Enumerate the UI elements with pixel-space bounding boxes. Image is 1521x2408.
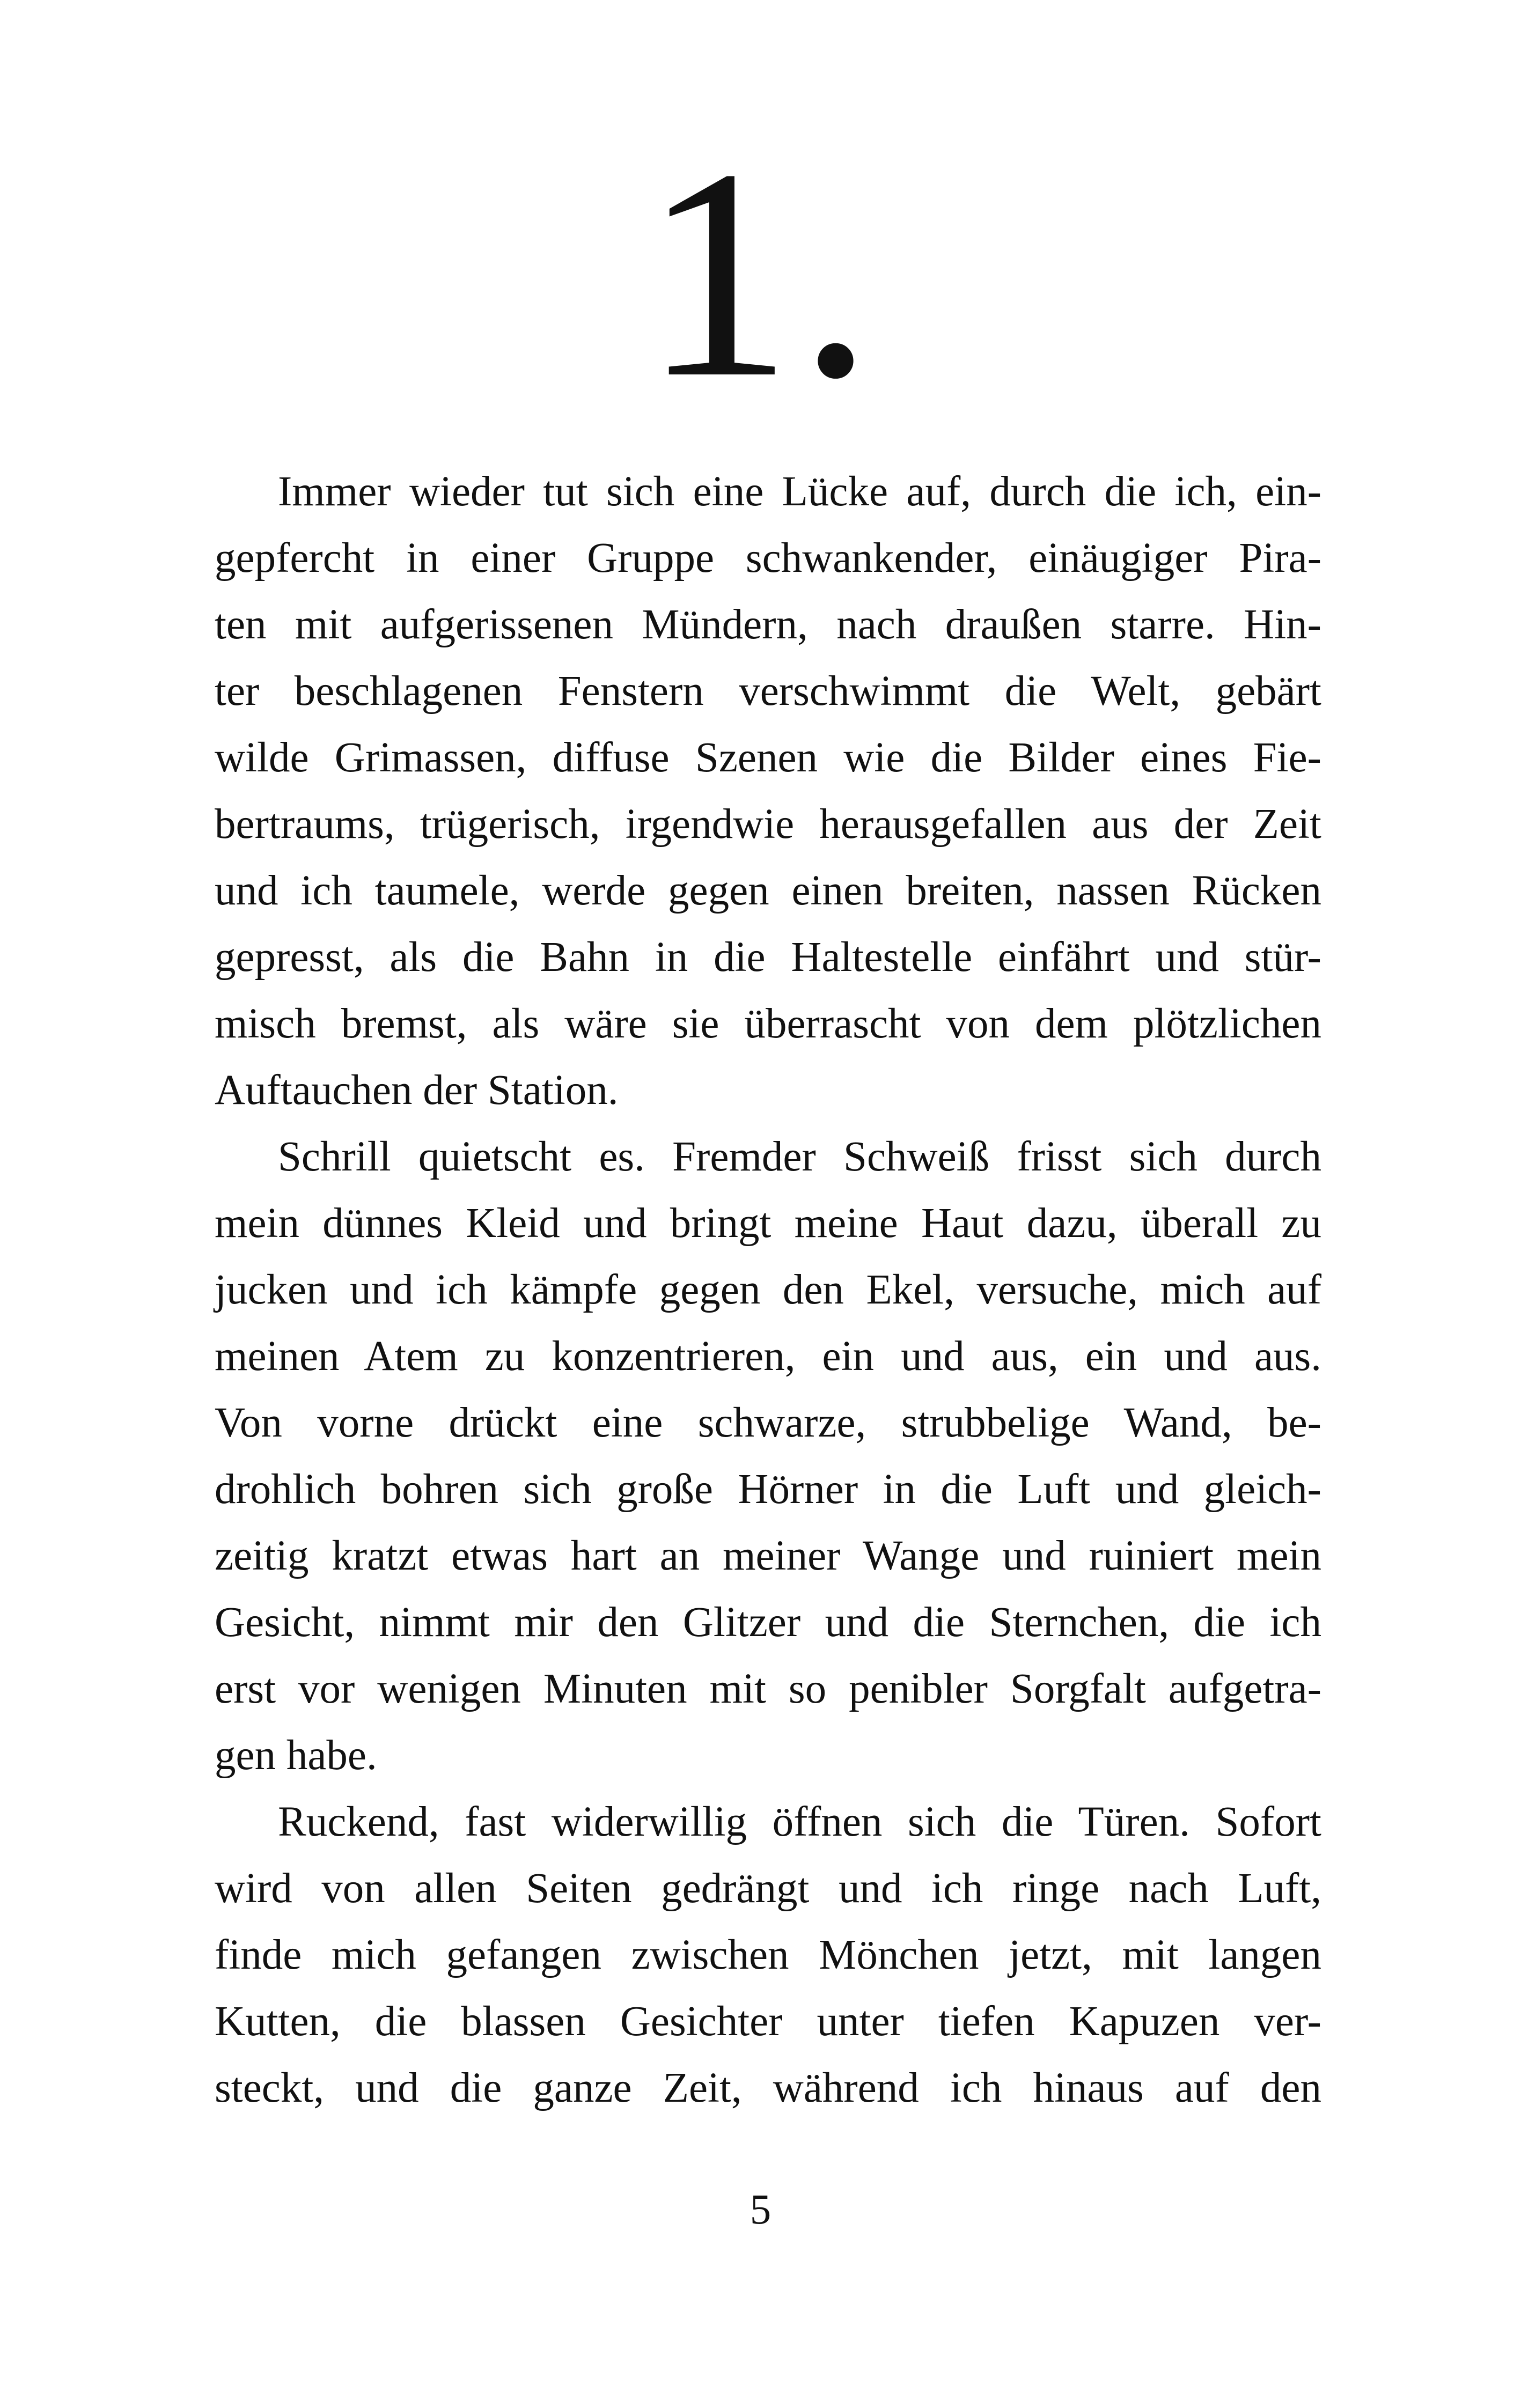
text-line: wilde Grimassen, diffuse Szenen wie die Bilder eines Fie- bbox=[215, 734, 1321, 781]
text-line: Schrill quietscht es. Fremder Schweiß frisst sich durch bbox=[278, 1133, 1321, 1180]
text-line: jucken und ich kämpfe gegen den Ekel, versuche, mich auf bbox=[215, 1266, 1321, 1313]
text-line: Auftauchen der Station. bbox=[215, 1067, 619, 1114]
chapter-number: 1. bbox=[642, 107, 879, 440]
text-line: Kutten, die blassen Gesichter unter tiefen Kapuzen ver- bbox=[215, 1998, 1321, 2045]
text-line: gepfercht in einer Gruppe schwankender, einäugiger Pira- bbox=[215, 535, 1321, 581]
text-line: meinen Atem zu konzentrieren, ein und aus, ein und aus. bbox=[215, 1333, 1321, 1380]
text-line: gepresst, als die Bahn in die Haltestelle einfährt und stür- bbox=[215, 934, 1321, 981]
text-line: drohlich bohren sich große Hörner in die Luft und gleich- bbox=[215, 1466, 1321, 1513]
text-line: erst vor wenigen Minuten mit so penibler Sorgfalt aufgetra- bbox=[215, 1666, 1321, 1712]
text-line: gen habe. bbox=[215, 1732, 377, 1779]
text-line: zeitig kratzt etwas hart an meiner Wange und ruiniert mein bbox=[215, 1533, 1321, 1579]
text-line: Immer wieder tut sich eine Lücke auf, durch die ich, ein- bbox=[278, 468, 1321, 515]
text-line: Gesicht, nimmt mir den Glitzer und die Sternchen, die ich bbox=[215, 1599, 1321, 1646]
text-line: und ich taumele, werde gegen einen breiten, nassen Rücken bbox=[215, 867, 1321, 914]
text-line: Von vorne drückt eine schwarze, strubbelige Wand, be- bbox=[215, 1400, 1321, 1446]
text-line: misch bremst, als wäre sie überrascht von dem plötzlichen bbox=[215, 1000, 1321, 1047]
text-line: steckt, und die ganze Zeit, während ich hinaus auf den bbox=[215, 2065, 1321, 2111]
text-line: mein dünnes Kleid und bringt meine Haut dazu, überall zu bbox=[215, 1200, 1321, 1247]
text-line: wird von allen Seiten gedrängt und ich ringe nach Luft, bbox=[215, 1865, 1321, 1912]
body-text bbox=[215, 459, 1321, 2122]
text-line: finde mich gefangen zwischen Mönchen jetzt, mit langen bbox=[215, 1932, 1321, 1978]
text-line: Ruckend, fast widerwillig öffnen sich die Türen. Sofort bbox=[278, 1799, 1321, 1845]
text-line: bertraums, trügerisch, irgendwie herausgefallen aus der Zeit bbox=[215, 801, 1321, 848]
page-number: 5 bbox=[750, 2186, 771, 2233]
text-line: ten mit aufgerissenen Mündern, nach draußen starre. Hin- bbox=[215, 601, 1321, 648]
text-line: ter beschlagenen Fenstern verschwimmt die Welt, gebärt bbox=[215, 668, 1321, 715]
